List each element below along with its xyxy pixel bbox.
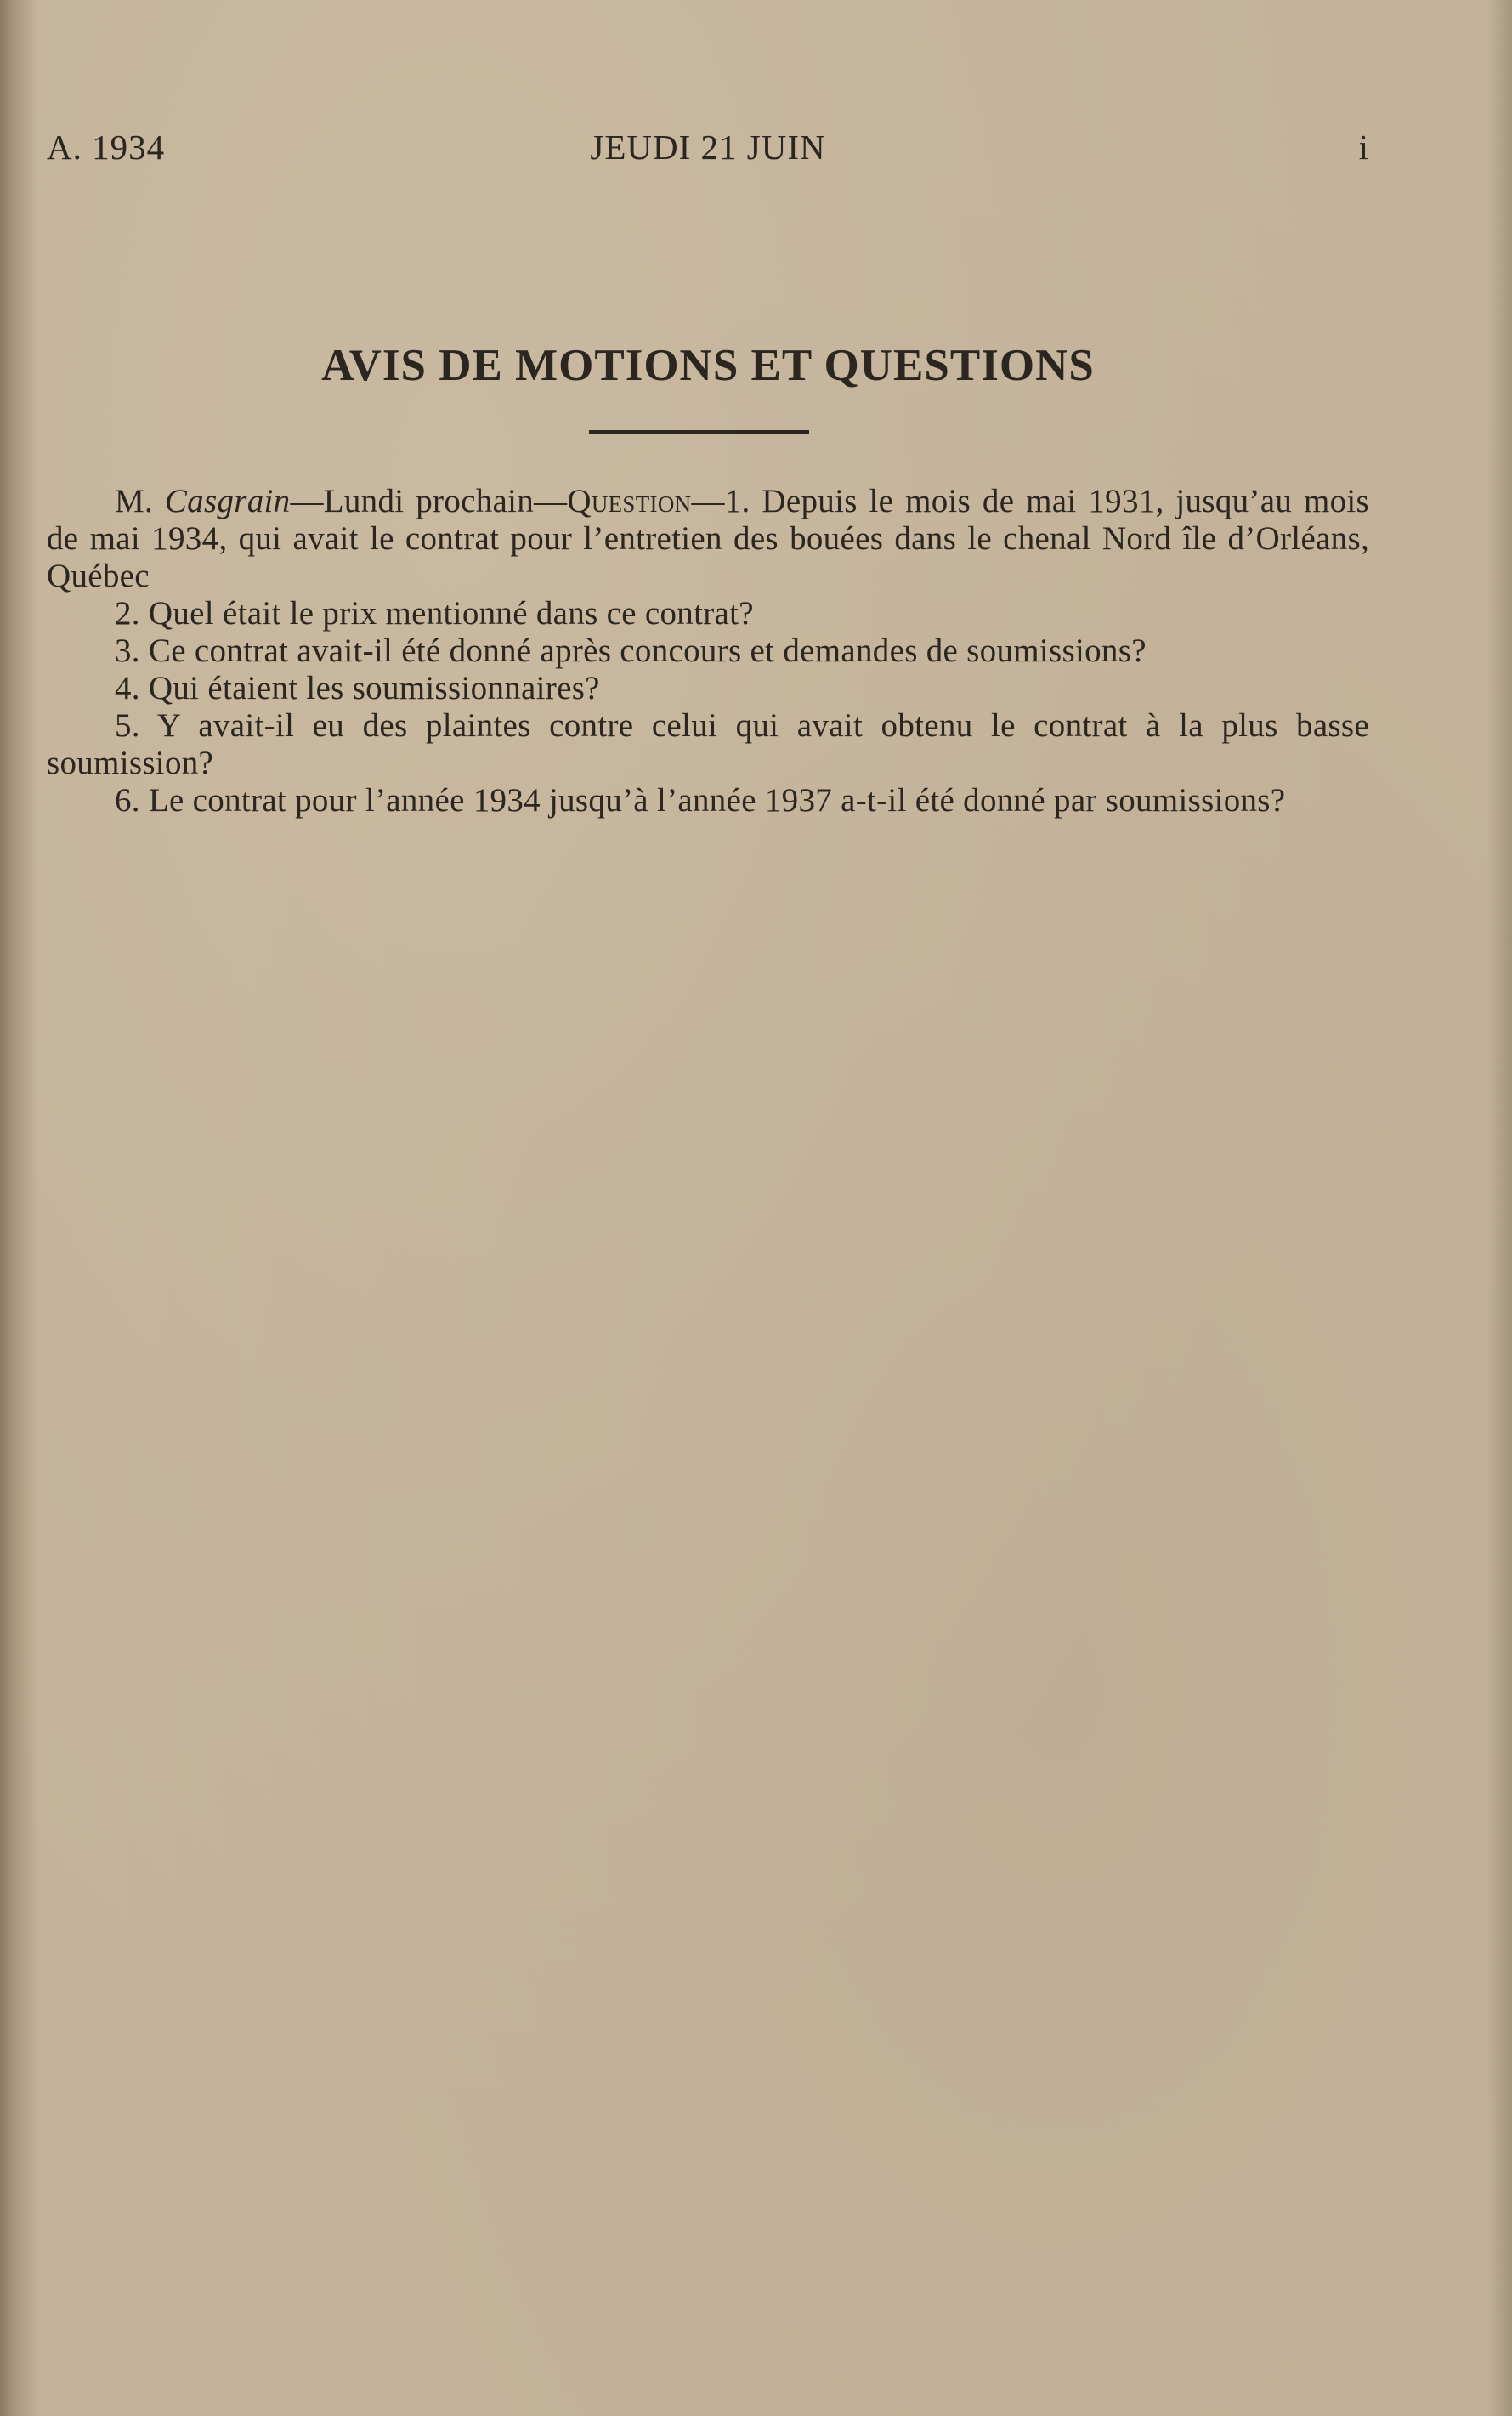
question-day: —Lundi prochain— xyxy=(290,483,568,519)
title-rule xyxy=(589,430,809,434)
question-block xyxy=(47,483,1369,820)
member-name: Casgrain xyxy=(164,483,291,519)
question-item-6: 6. Le contrat pour l’année 1934 jusqu’à l’année 1937 a-t-il été donné par soumissions? xyxy=(115,782,1286,819)
header-year: A. 1934 xyxy=(47,128,166,167)
member-prefix: M. xyxy=(115,483,165,519)
header-date: JEUDI 21 JUIN xyxy=(590,128,826,167)
question-item-4: 4. Qui étaient les soumissionnaires? xyxy=(115,670,600,706)
page-edge-shadow xyxy=(1487,0,1512,2416)
document-page xyxy=(47,0,1369,2416)
question-item-5: 5. Y avait-il eu des plaintes contre celui qui avait obtenu le contrat à la plus basse soumission? xyxy=(47,707,1369,781)
question-item-2: 2. Quel était le prix mentionné dans ce contrat? xyxy=(115,595,754,632)
section-title: AVIS DE MOTIONS ET QUESTIONS xyxy=(321,341,1095,390)
question-label: Question xyxy=(567,483,692,519)
header-page-number: i xyxy=(1358,128,1369,167)
running-header xyxy=(47,126,1369,168)
page-binding-shadow xyxy=(0,0,39,2416)
question-item-3: 3. Ce contrat avait-il été donné après concours et demandes de soumissions? xyxy=(115,632,1147,669)
question-paragraph-1 xyxy=(47,483,1369,595)
question-item-1: —1. Depuis le mois de mai 1931, jusqu’au mois de mai 1934, qui avait le contrat pour l’entretien des bouées dans le chenal Nord île d’Orléans, Québec xyxy=(47,483,1369,594)
